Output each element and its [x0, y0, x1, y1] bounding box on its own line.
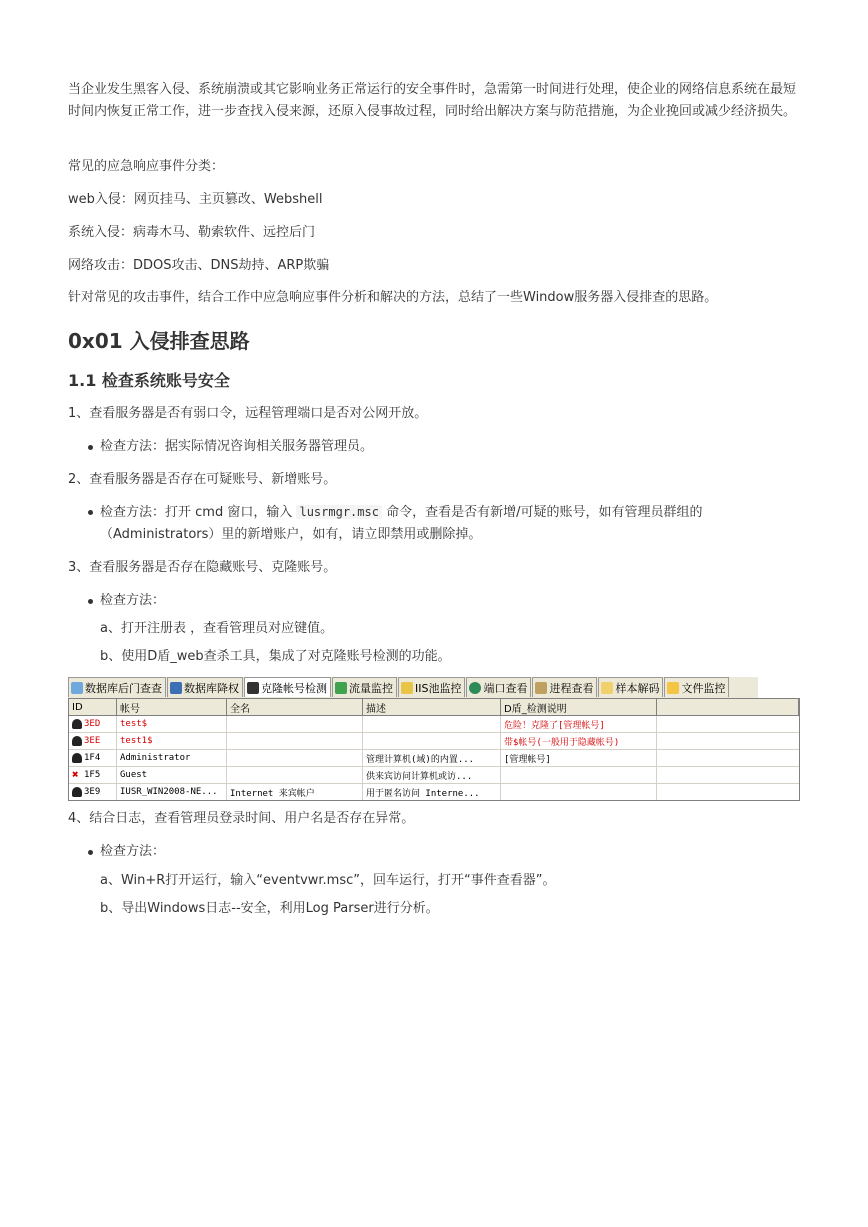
bullet-dot — [88, 599, 93, 604]
table-row[interactable] — [69, 733, 799, 750]
tab-iis-pool[interactable] — [398, 677, 465, 697]
tab-label: 数据库后门查查 — [85, 681, 162, 695]
summary-paragraph: 针对常见的攻击事件，结合工作中应急响应事件分析和解决的方法，总结了一些Window服务器入侵排查的思路。 — [68, 290, 718, 305]
cell-account: test1$ — [117, 733, 227, 749]
cell-id — [69, 767, 117, 783]
window-icon — [535, 682, 547, 694]
tab-label: 文件监控 — [681, 681, 726, 695]
cell-desc — [363, 716, 501, 732]
id-text: 1F4 — [84, 753, 101, 763]
cell-empty — [657, 784, 799, 800]
cell-id — [69, 784, 117, 800]
cell-empty — [657, 750, 799, 766]
tab-label: IIS池监控 — [415, 681, 462, 695]
magnifier-icon — [71, 682, 83, 694]
category-system: 系统入侵：病毒木马、勒索软件、远控后门 — [68, 225, 316, 240]
table-row[interactable] — [69, 784, 799, 800]
col-note[interactable]: D盾_检测说明 — [501, 699, 657, 715]
cell-id — [69, 750, 117, 766]
item-1-bullet — [88, 436, 788, 458]
account-table — [68, 698, 800, 801]
table-row[interactable] — [69, 767, 799, 784]
section-heading: 0x01 入侵排查思路 — [68, 329, 250, 353]
cell-fullname — [227, 767, 363, 783]
user-icon — [72, 753, 82, 763]
cell-fullname — [227, 716, 363, 732]
item-2-text-a: 检查方法：打开 cmd 窗口，输入 — [100, 505, 293, 520]
item-4-bullet-text: 检查方法： — [100, 844, 166, 859]
id-text: 3ED — [84, 719, 101, 729]
intro-paragraph: 当企业发生黑客入侵、系统崩溃或其它影响业务正常运行的安全事件时，急需第一时间进行处理，使企业的网络信息系统在最短时间内恢复正常工作，进一步查找入侵来源，还原入侵事故过程，同时给出解决方案与防范措施，为企业挽回或减少经济损失。 — [68, 82, 797, 119]
item-2: 2、查看服务器是否存在可疑账号、新增账号。 — [68, 472, 337, 487]
tab-label: 样本解码 — [615, 681, 660, 695]
disabled-x-icon: ✖ — [72, 768, 79, 781]
cell-note — [501, 767, 657, 783]
item-1: 1、查看服务器是否有弱口令，远程管理端口是否对公网开放。 — [68, 406, 428, 421]
id-text: 3EE — [84, 736, 101, 746]
tab-label: 流量监控 — [349, 681, 393, 695]
item-4-step-b: b、导出Windows日志--安全，利用Log Parser进行分析。 — [100, 901, 439, 916]
cell-fullname — [227, 733, 363, 749]
tab-label: 进程查看 — [549, 681, 594, 695]
cell-desc: 管理计算机(域)的内置... — [363, 750, 501, 766]
item-3: 3、查看服务器是否存在隐藏账号、克隆账号。 — [68, 560, 337, 575]
item-2-bullet-text — [100, 501, 788, 546]
user-icon — [72, 736, 82, 746]
col-id[interactable]: ID — [69, 699, 117, 715]
cell-empty — [657, 733, 799, 749]
item-3-step-a: a、打开注册表 ，查看管理员对应键值。 — [100, 621, 334, 636]
cell-account: IUSR_WIN2008-NE... — [117, 784, 227, 800]
col-fullname[interactable]: 全名 — [227, 699, 363, 715]
item-3-step-b: b、使用D盾_web查杀工具，集成了对克隆账号检测的功能。 — [100, 649, 451, 664]
tab-db-backdoor[interactable] — [68, 677, 166, 697]
cell-empty — [657, 716, 799, 732]
bullet-dot — [88, 850, 93, 855]
tab-label: 克隆帐号检测 — [261, 681, 327, 695]
tab-process[interactable] — [532, 677, 597, 697]
cell-note — [501, 784, 657, 800]
item-1-bullet-text: 检查方法：据实际情况咨询相关服务器管理员。 — [100, 439, 374, 454]
cell-account: Guest — [117, 767, 227, 783]
col-account[interactable]: 帐号 — [117, 699, 227, 715]
id-text: 3E9 — [84, 787, 101, 797]
cell-empty — [657, 767, 799, 783]
category-network: 网络攻击：DDOS攻击、DNS劫持、ARP欺骗 — [68, 258, 330, 273]
user-icon — [72, 719, 82, 729]
subsection-heading: 1.1 检查系统账号安全 — [68, 371, 230, 390]
id-text: 1F5 — [84, 770, 101, 780]
cell-account: Administrator — [117, 750, 227, 766]
table-row[interactable] — [69, 716, 799, 733]
tab-file-monitor[interactable] — [664, 677, 729, 697]
item-4-step-a: a、Win+R打开运行，输入“eventvwr.msc”，回车运行，打开“事件查看器”。 — [100, 873, 556, 888]
user-icon — [72, 787, 82, 797]
cell-fullname: Internet 来宾帐户 — [227, 784, 363, 800]
cell-note: 带$帐号(一般用于隐藏帐号) — [501, 733, 657, 749]
globe-icon — [469, 682, 481, 694]
col-desc[interactable]: 描述 — [363, 699, 501, 715]
folder-icon — [667, 682, 679, 694]
cell-note: [管理帐号] — [501, 750, 657, 766]
tool-tabbar — [68, 676, 758, 699]
item-2-bullet — [88, 501, 788, 546]
tab-sample-decode[interactable] — [598, 677, 663, 697]
cell-fullname — [227, 750, 363, 766]
bullet-dot — [88, 510, 93, 515]
item-2-text-b: 命令，查看是否有新增/可疑的账号，如有管理员群组的（Administrators）里的新增账户，如有，请立即禁用或删除掉。 — [100, 505, 703, 542]
cell-id — [69, 716, 117, 732]
category-web: web入侵：网页挂马、主页篡改、Webshell — [68, 192, 323, 207]
dshield-screenshot — [68, 676, 800, 799]
tab-db-privilege[interactable] — [167, 677, 243, 697]
shield-icon — [170, 682, 182, 694]
item-4: 4、结合日志，查看管理员登录时间、用户名是否存在异常。 — [68, 811, 415, 826]
cell-desc: 用于匿名访问 Interne... — [363, 784, 501, 800]
table-row[interactable] — [69, 750, 799, 767]
tag-icon — [601, 682, 613, 694]
item-3-bullet-text: 检查方法： — [100, 593, 166, 608]
tab-label: 端口查看 — [483, 681, 528, 695]
categories-title: 常见的应急响应事件分类： — [68, 159, 225, 174]
tab-traffic[interactable] — [332, 677, 397, 697]
cell-desc — [363, 733, 501, 749]
tab-label: 数据库降权 — [184, 681, 239, 695]
user-icon — [247, 682, 259, 694]
cell-id — [69, 733, 117, 749]
bullet-dot — [88, 445, 93, 450]
item-4-bullet — [88, 841, 788, 863]
item-3-bullet — [88, 590, 788, 612]
tab-ports[interactable] — [466, 677, 531, 697]
col-empty — [657, 699, 799, 715]
cell-note: 危险！克隆了[管理帐号] — [501, 716, 657, 732]
document-icon — [401, 682, 413, 694]
chart-icon — [335, 682, 347, 694]
cell-desc: 供来宾访问计算机或访... — [363, 767, 501, 783]
table-header — [69, 699, 799, 716]
tab-clone-account[interactable] — [244, 677, 331, 697]
cell-account: test$ — [117, 716, 227, 732]
lusrmgr-code: lusrmgr.msc — [296, 505, 381, 519]
